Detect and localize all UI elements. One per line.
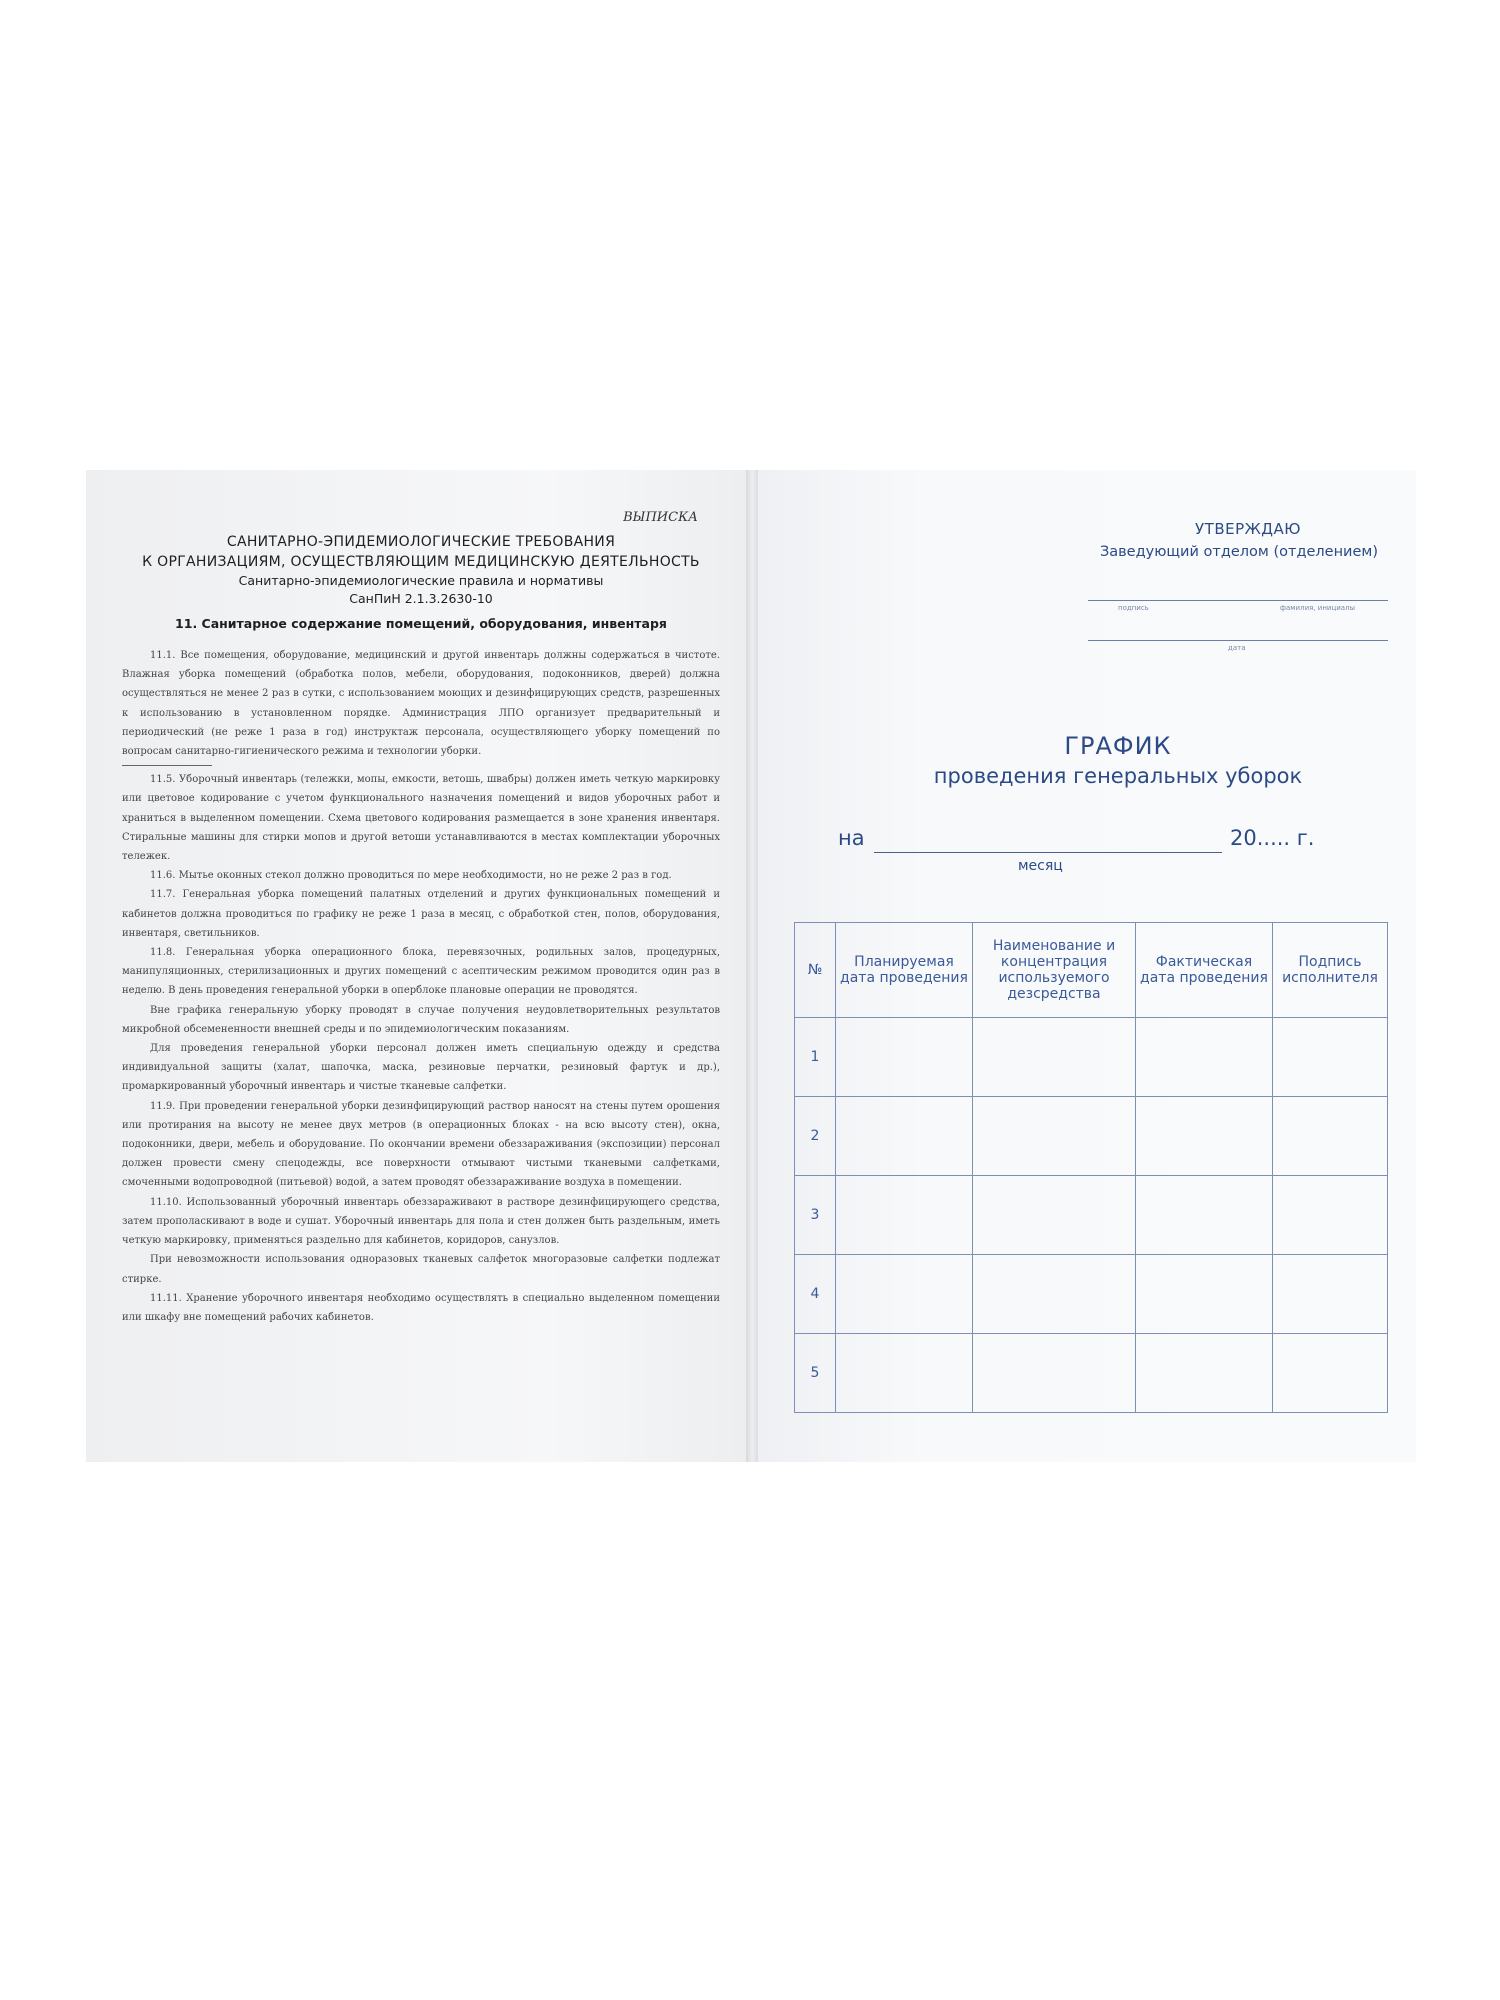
cleaning-schedule-table (794, 922, 1388, 1413)
left-heading (136, 532, 706, 634)
paragraph: 11.6. Мытье оконных стекол должно проводиться по мере необходимости, но не реже 2 раз в год. (150, 870, 672, 882)
row-number: 3 (795, 1176, 836, 1255)
table-header-row (795, 923, 1388, 1018)
left-page (86, 470, 746, 1462)
open-journal-spread (86, 470, 1416, 1462)
row-number: 5 (795, 1334, 836, 1413)
table-row (795, 1334, 1388, 1413)
table-row (795, 1255, 1388, 1334)
month-caption: месяц (1018, 858, 1063, 874)
heading-line-1: САНИТАРНО-ЭПИДЕМИОЛОГИЧЕСКИЕ ТРЕБОВАНИЯ (226, 534, 616, 550)
disinfectant-cell[interactable] (973, 1018, 1136, 1097)
paragraph: При невозможности использования одноразовых тканевых салфеток многоразовые салфетки подлежат стирке. (122, 1254, 720, 1285)
approve-label: УТВЕРЖДАЮ (1195, 520, 1301, 538)
heading-line-2: К ОРГАНИЗАЦИЯМ, ОСУЩЕСТВЛЯЮЩИМ МЕДИЦИНСКУЮ ДЕЯТЕЛЬНОСТЬ (142, 554, 700, 570)
table-row (795, 1176, 1388, 1255)
col-disinfectant: Наименование и концентрация используемого дезсредства (973, 923, 1136, 1018)
planned-date-cell[interactable] (836, 1018, 973, 1097)
signature-caption: подпись (1118, 604, 1149, 612)
disinfectant-cell[interactable] (973, 1176, 1136, 1255)
disinfectant-cell[interactable] (973, 1255, 1136, 1334)
month-input-line[interactable] (874, 852, 1222, 853)
paragraph: Вне графика генеральную уборку проводят в случае получения неудовлетворительных результатов микробной обсемененности внешней среды и по эпидемиологическим показаниям. (122, 1004, 720, 1035)
actual-date-cell[interactable] (1136, 1018, 1273, 1097)
col-actual-date: Фактическая дата проведения (1136, 923, 1273, 1018)
signature-cell[interactable] (1273, 1018, 1388, 1097)
title-sub: проведения генеральных уборок (933, 764, 1303, 788)
paragraph: 11.5. Уборочный инвентарь (тележки, мопы, емкости, ветошь, швабры) должен иметь четкую маркировку или цветовое кодирование с учетом функционального назначения помещений и видов уборочных работ и храниться в выделенном помещении. Схема цветового кодирования размещается в зоне хранения инвентаря. Стиральные машины для стирки мопов и другой ветоши устанавливаются в местах комплектации уборочных тележек. (122, 774, 720, 863)
signature-cell[interactable] (1273, 1334, 1388, 1413)
paragraph: 11.11. Хранение уборочного инвентаря необходимо осуществлять в специально выделенном помещении или шкафу вне помещений рабочих кабинетов. (122, 1292, 720, 1323)
paragraph: 11.9. При проведении генеральной уборки дезинфицирующий раствор наносят на стены путем орошения или протирания на высоту не менее двух метров (в операционных блоках - на всю высоту стен), окна, подоконники, двери, мебель и оборудование. По окончании времени обеззараживания (экспозиции) персонал должен провести смену спецодежды, все поверхности отмывают чистыми тканевыми салфетками, смоченными водопроводной (питьевой) водой, а затем проводят обеззараживание воздуха в помещении. (122, 1100, 720, 1189)
date-line[interactable] (1088, 640, 1388, 641)
row-number: 4 (795, 1255, 836, 1334)
table-row (795, 1018, 1388, 1097)
signature-cell[interactable] (1273, 1255, 1388, 1334)
planned-date-cell[interactable] (836, 1097, 973, 1176)
heading-line-3: Санитарно-эпидемиологические правила и нормативы (238, 573, 604, 588)
section-title: 11. Санитарное содержание помещений, оборудования, инвентаря (175, 616, 667, 631)
paragraph: Для проведения генеральной уборки персонал должен иметь специальную одежду и средства индивидуальной защиты (халат, шапочка, маска, резиновые перчатки, резиновый фартук и др.), промаркированный уборочный инвентарь и чистые тканевые салфетки. (122, 1043, 720, 1093)
planned-date-cell[interactable] (836, 1176, 973, 1255)
row-number: 2 (795, 1097, 836, 1176)
paragraph: 11.8. Генеральная уборка операционного блока, перевязочных, родильных залов, процедурных, манипуляционных, стерилизационных и других помещений с асептическим режимом проводится один раз в неделю. В день проведения генеральной уборки в оперблоке плановые операции не проводятся. (122, 947, 720, 997)
table-row (795, 1097, 1388, 1176)
paragraph: 11.1. Все помещения, оборудование, медицинский и другой инвентарь должны содержаться в чистоте. Влажная уборка помещений (обработка полов, мебели, оборудования, подоконников, дверей) должна осуществляться не менее 2 раз в сутки, с использованием моющих и дезинфицирующих средств, разрешенных к использованию в установленном порядке. Администрация ЛПО организует предварительный и периодический (не реже 1 раза в год) инструктаж персонала, осуществляющего уборку помещений по вопросам санитарно-гигиенического режима и технологии уборки. (122, 650, 720, 758)
planned-date-cell[interactable] (836, 1334, 973, 1413)
actual-date-cell[interactable] (1136, 1255, 1273, 1334)
actual-date-cell[interactable] (1136, 1176, 1273, 1255)
name-caption: фамилия, инициалы (1280, 604, 1356, 612)
document-title (838, 732, 1398, 788)
title-main: ГРАФИК (1064, 732, 1172, 760)
planned-date-cell[interactable] (836, 1255, 973, 1334)
approval-block (1058, 520, 1378, 560)
actual-date-cell[interactable] (1136, 1334, 1273, 1413)
signature-cell[interactable] (1273, 1097, 1388, 1176)
right-page (758, 470, 1416, 1462)
col-planned-date: Планируемая дата проведения (836, 923, 973, 1018)
separator-line (122, 765, 212, 766)
period-year: 20..... г. (1230, 826, 1315, 850)
extract-label: ВЫПИСКА (623, 510, 698, 525)
row-number: 1 (795, 1018, 836, 1097)
col-signature: Подпись исполнителя (1273, 923, 1388, 1018)
disinfectant-cell[interactable] (973, 1097, 1136, 1176)
heading-line-4: СанПиН 2.1.3.2630-10 (349, 591, 493, 606)
signature-cell[interactable] (1273, 1176, 1388, 1255)
date-caption: дата (1228, 644, 1246, 652)
disinfectant-cell[interactable] (973, 1334, 1136, 1413)
col-number: № (795, 923, 836, 1018)
regulation-text (122, 646, 720, 1327)
paragraph: 11.7. Генеральная уборка помещений палатных отделений и других функциональных помещений и кабинетов должна проводиться по графику не реже 1 раза в месяц, с обработкой стен, полов, оборудования, инвентаря, светильников. (122, 889, 720, 939)
period-prefix: на (838, 826, 865, 850)
actual-date-cell[interactable] (1136, 1097, 1273, 1176)
paragraph: 11.10. Использованный уборочный инвентарь обеззараживают в растворе дезинфицирующего средства, затем прополаскивают в воде и сушат. Уборочный инвентарь для пола и стен должен быть раздельным, иметь четкую маркировку, применяться раздельно для кабинетов, коридоров, санузлов. (122, 1196, 720, 1247)
signature-line[interactable] (1088, 600, 1388, 601)
binding-fold (746, 470, 758, 1462)
approver-title: Заведующий отделом (отделением) (1099, 544, 1378, 560)
